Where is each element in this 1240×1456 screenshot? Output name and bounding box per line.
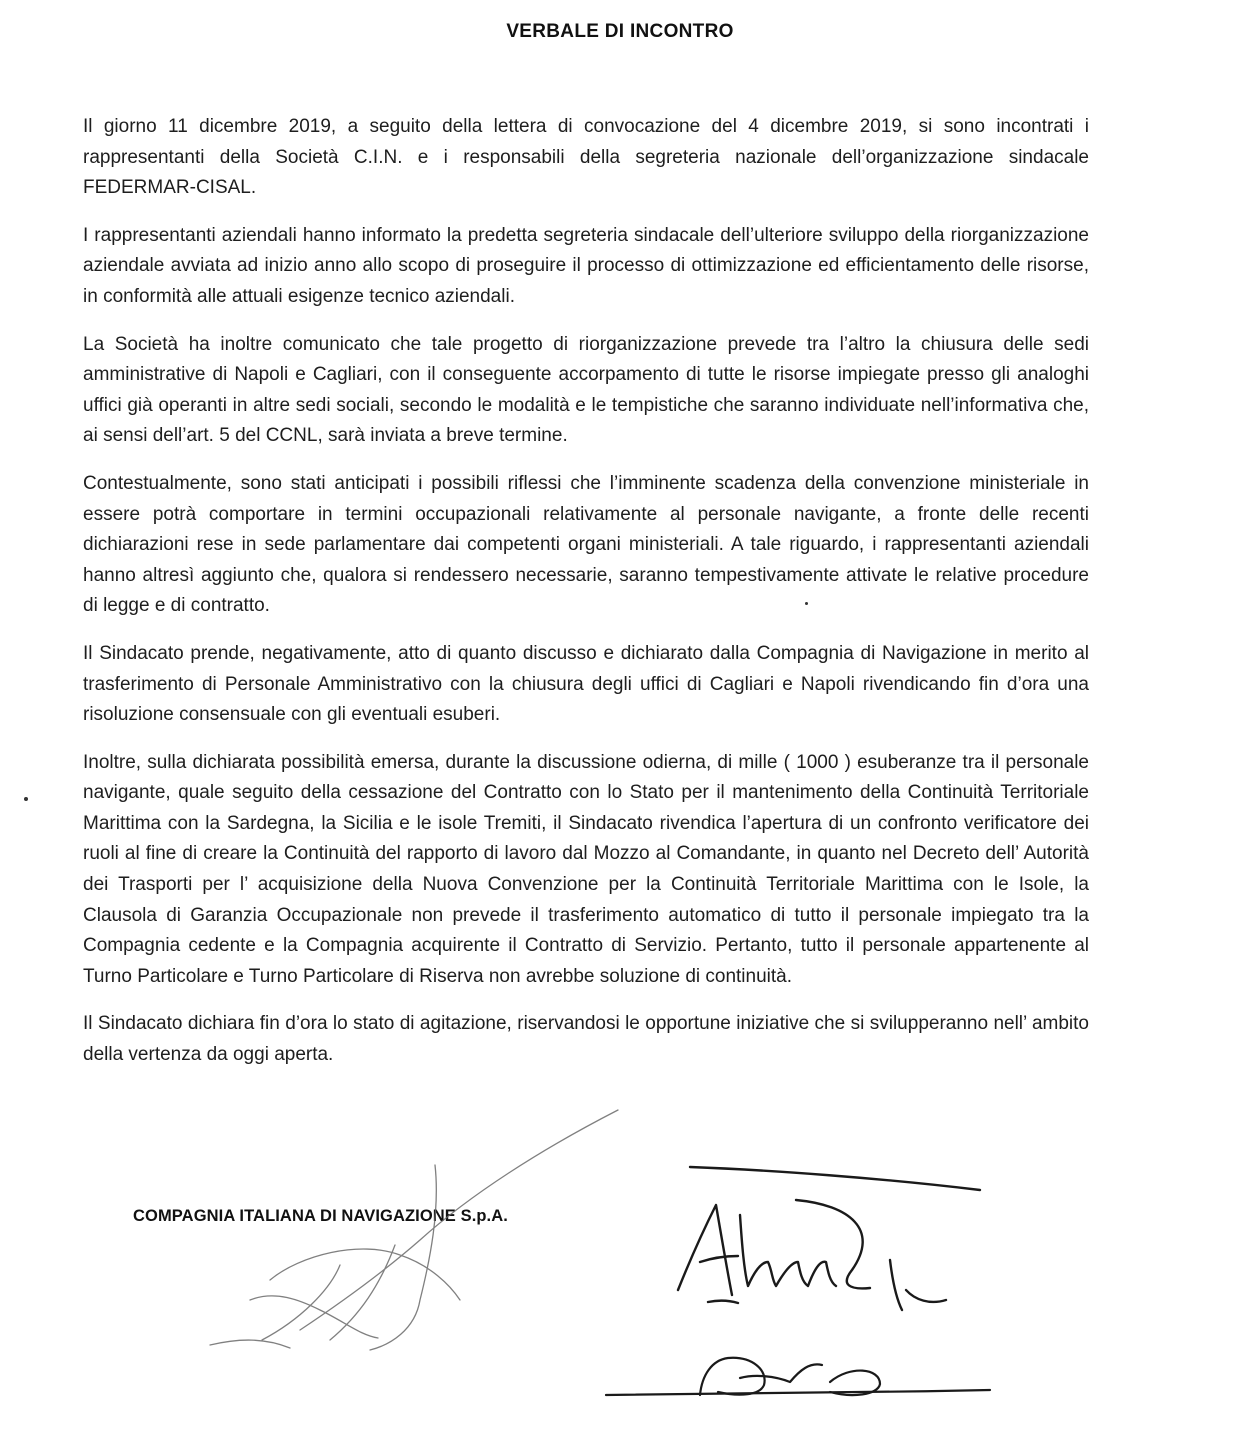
paragraph-6: Inoltre, sulla dichiarata possibilità emersa, durante la discussione odierna, di mille ( 1000 ) esuberanze tra il personale navigante, quale seguito della cessazione del Contratto con lo Stato per il mantenimento della Continuità Territoriale Marittima con la Sardegna, la Sicilia e le isole Tremiti, il Sindacato rivendica l’apertura di un confronto verificatore dei ruoli al fine di creare la Continuità del rapporto di lavoro dal Mozzo al Comandante, in quanto nel Decreto dell’ Autorità dei Trasporti per l’ acquisizione della Nuova Convenzione per la Continuità Territoriale Marittima con le Isole, la Clausola di Garanzia Occupazionale non prevede il trasferimento automatico di tutto il personale impiegato tra la Compagnia cedente e la Compagnia acquirente il Contratto di Servizio. Pertanto, tutto il personale appartenente al Turno Particolare e Turno Particolare di Riserva non avrebbe soluzione di continuità. <box>83 751 1089 987</box>
document-title: VERBALE DI INCONTRO <box>506 21 734 42</box>
scan-speck <box>24 797 28 801</box>
scan-speck <box>805 602 808 605</box>
signatory-company-label: COMPAGNIA ITALIANA DI NAVIGAZIONE S.p.A. <box>133 1207 508 1225</box>
union-signature-2 <box>606 1358 990 1395</box>
paragraph-1: Il giorno 11 dicembre 2019, a seguito della lettera di convocazione del 4 dicembre 2019, si sono incontrati i rappresentanti della Società C.I.N. e i responsabili della segreteria nazionale dell’organizzazione sindacale FEDERMAR-CISAL. <box>83 116 1089 199</box>
paragraph-2: I rappresentanti aziendali hanno informato la predetta segreteria sindacale dell’ulteriore sviluppo della riorganizzazione aziendale avviata ad inizio anno allo scopo di proseguire il processo di ottimizzazione ed efficientamento delle risorse, in conformità alle attuali esigenze tecnico aziendali. <box>83 224 1089 307</box>
paragraph-5: Il Sindacato prende, negativamente, atto di quanto discusso e dichiarato dalla Compagnia di Navigazione in merito al trasferimento di Personale Amministrativo con la chiusura degli uffici di Cagliari e Napoli rivendicando fin d’ora una risoluzione consensuale con gli eventuali esuberi. <box>83 642 1089 726</box>
paragraph-4: Contestualmente, sono stati anticipati i possibili riflessi che l’imminente scadenza della convenzione ministeriale in essere potrà comportare in termini occupazionali relativamente al personale navigante, a fronte delle recenti dichiarazioni rese in sede parlamentare dai competenti organi ministeriali. A tale riguardo, i rappresentanti aziendali hanno altresì aggiunto che, qualora si rendessero necessarie, saranno tempestivamente attivate le relative procedure di legge e di contratto. <box>83 472 1089 617</box>
paragraph-3: La Società ha inoltre comunicato che tale progetto di riorganizzazione prevede tra l’altro la chiusura delle sedi amministrative di Napoli e Cagliari, con il conseguente accorpamento di tutte le risorse impiegate presso gli analoghi uffici già operanti in altre sedi sociali, secondo le modalità e le tempistiche che saranno individuate nell’informativa che, ai sensi dell’art. 5 del CCNL, sarà inviata a breve termine. <box>83 333 1089 447</box>
union-signature-1 <box>678 1167 980 1310</box>
document-body <box>83 112 1089 1088</box>
paragraph-7: Il Sindacato dichiara fin d’ora lo stato di agitazione, riservandosi le opportune iniziative che si svilupperanno nell’ ambito della vertenza da oggi aperta. <box>83 1013 1089 1066</box>
company-signature <box>210 1110 618 1350</box>
